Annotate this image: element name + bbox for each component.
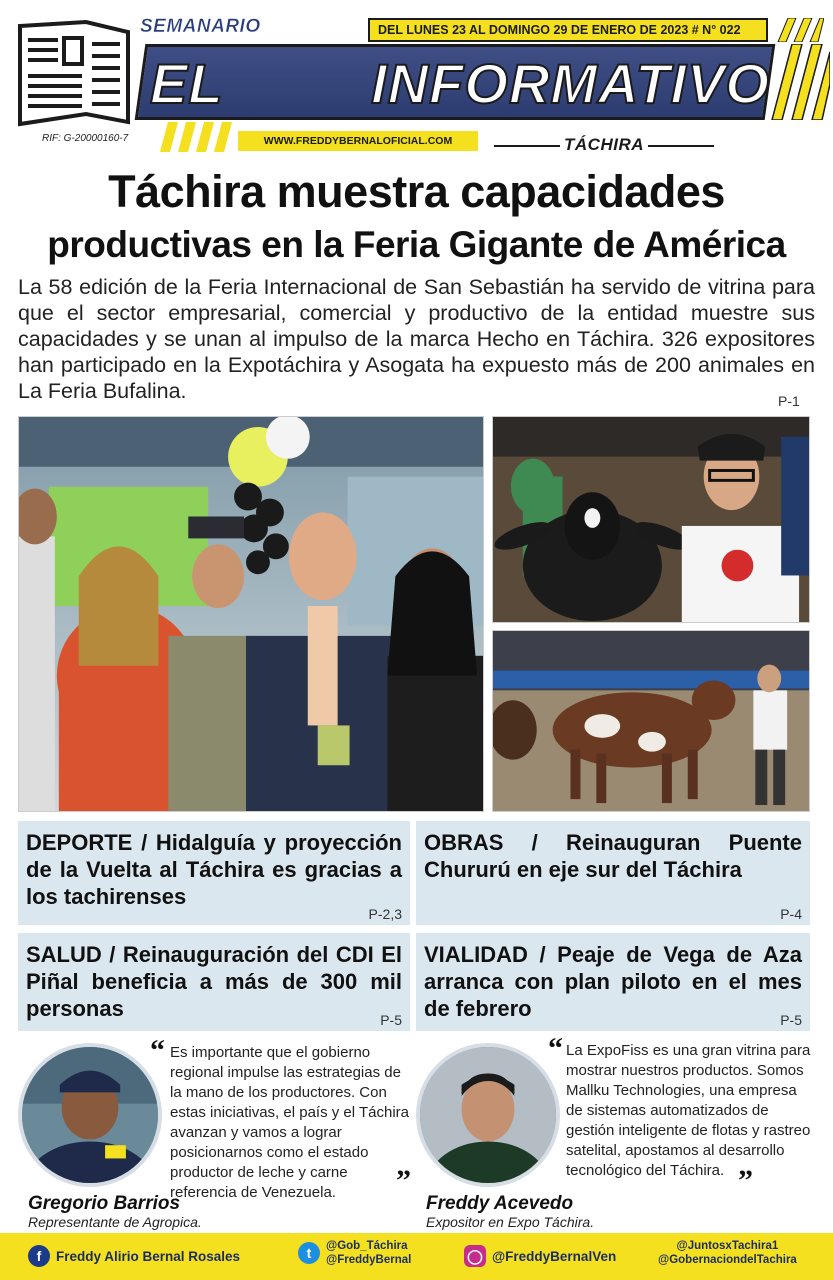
newspaper-logo-icon [16,18,134,130]
main-photo-fair-visitors [18,416,484,812]
news-title: OBRAS / Reinauguran Puente Chururú en eje sur del Táchira [424,830,802,882]
newspaper-title [150,45,770,121]
social-footer [0,1233,833,1280]
twitter-handle-1: @Gob_Táchira [326,1240,408,1252]
news-title: VIALIDAD / Peaje de Vega de Aza arranca con plan piloto en el mes de febrero [424,942,802,1021]
facebook-icon: f [28,1245,50,1267]
twitter-link[interactable] [298,1239,411,1267]
other-social-links[interactable] [658,1239,797,1267]
quote-close-icon: ” [396,1164,411,1197]
website-link[interactable]: WWW.FREDDYBERNALOFICIAL.COM [238,131,478,151]
facebook-handle: Freddy Alirio Bernal Rosales [56,1248,241,1264]
facebook-link[interactable] [28,1245,240,1267]
news-box-vialidad[interactable] [416,933,810,1031]
main-headline-second-line: productivas en la Feria Gigante de América [47,224,786,265]
instagram-link[interactable] [464,1245,616,1267]
avatar-freddy-acevedo [416,1043,560,1187]
title-informativo: INFORMATIVO [371,51,770,115]
decorative-stripes [160,122,240,152]
quote-author-role: Representante de Agropica. [28,1214,202,1230]
instagram-icon: ◯ [464,1245,486,1267]
quote-close-icon: ” [738,1164,753,1197]
instagram-handle: @FreddyBernalVen [492,1248,617,1264]
news-title: SALUD / Reinauguración del CDI El Piñal beneficia a más de 300 mil personas [26,942,402,1021]
news-box-salud[interactable] [18,933,410,1031]
quote-text: Es importante que el gobierno regional impulse las estrategias de la mano de los productores. Con estas iniciativas, el país y el Táchira avanzan y vamos a lograr posicionarnos como el estado productor de leche y carne referencia de Venezuela. [170,1044,409,1201]
main-headline: Táchira muestra capacidades [108,166,725,217]
news-box-obras[interactable] [416,821,810,925]
issue-date-bar: DEL LUNES 23 AL DOMINGO 29 DE ENERO DE 2023 # N° 022 [368,18,768,42]
news-page-ref: P-5 [380,1012,402,1028]
quote-author-role: Expositor en Expo Táchira. [426,1214,595,1230]
lede-page-ref: P-1 [778,393,800,409]
quote-text: La ExpoFiss es una gran vitrina para mostrar nuestros productos. Somos Mallku Technologies, una empresa de sistemas automatizados de gestión inteligente de flotas y rastreo satelital, apostamos al desarrollo tecnológico del Táchira. [566,1042,811,1179]
news-page-ref: P-2,3 [368,906,402,922]
rif-number: RIF: G-20000160-7 [42,133,129,144]
quote-author-name: Gregorio Barrios [28,1193,181,1214]
masthead [0,0,833,162]
twitter-handle-2: @FreddyBernal [326,1254,412,1266]
avatar-gregorio-barrios [18,1043,162,1187]
photo-bull-in-arena [492,630,810,812]
lede-paragraph: La 58 edición de la Feria Internacional de San Sebastián ha servido de vitrina para que el sector empresarial, comercial y productivo de la entidad muestre sus capacidades y se unan al impulso de la marca Hecho en Táchira. 326 expositores han participado en la Expotáchira y Asogata ha expuesto más de 200 animales en La Feria Bufalina. [18,275,815,403]
quote-author-name: Freddy Acevedo [426,1193,574,1214]
social-handle-juntos: @JuntosxTachira1 [676,1240,779,1252]
news-page-ref: P-5 [780,1012,802,1028]
decorative-stripes [774,18,824,42]
news-page-ref: P-4 [780,906,802,922]
semanario-label: SEMANARIO [140,16,261,37]
news-box-deporte[interactable] [18,821,410,925]
twitter-icon: t [298,1242,320,1264]
photo-boy-with-cattle [492,416,810,623]
quote-open-icon: “ [150,1034,165,1067]
social-handle-gobernacion: @GobernaciondelTachira [658,1254,797,1266]
decorative-stripes [770,44,830,120]
title-el: EL [150,51,224,115]
quote-open-icon: “ [548,1032,563,1065]
region-label: TÁCHIRA [560,135,648,155]
news-title: DEPORTE / Hidalguía y proyección de la Vuelta al Táchira es gracias a los tachirenses [26,830,402,909]
